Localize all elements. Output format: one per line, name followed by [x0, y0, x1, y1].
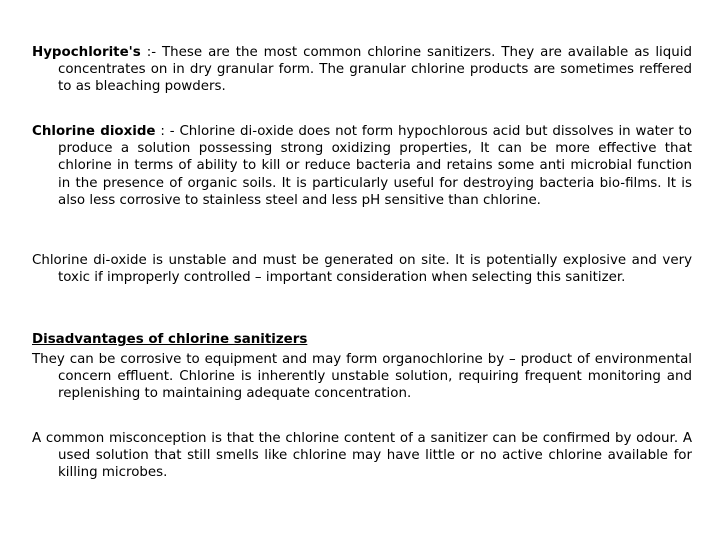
paragraph-hypochlorite-text: :- These are the most common chlorine sanitizers. They are available as liquid concentrates on in dry granular form. The granular chlorine products are sometimes reffered to as bleaching powders. — [58, 45, 692, 95]
paragraph-hypochlorite — [32, 44, 692, 96]
paragraph-disadvantages — [32, 351, 692, 403]
paragraph-dioxide-unstable — [32, 252, 692, 286]
term-hypochlorite: Hypochlorite's — [32, 45, 141, 60]
paragraph-misconception — [32, 430, 692, 482]
paragraph-chlorine-dioxide — [32, 123, 692, 209]
paragraph-misconception-text: A common misconception is that the chlorine content of a sanitizer can be confirmed by odour. A used solution that still smells like chlorine may have little or no active chlorine available for killing microbes. — [32, 431, 692, 481]
paragraph-dioxide-unstable-text: Chlorine di-oxide is unstable and must be generated on site. It is potentially explosive and very toxic if improperly controlled – important consideration when selecting this sanitizer. — [32, 253, 692, 286]
paragraph-disadvantages-text: They can be corrosive to equipment and may form organochlorine by – product of environmental concern effluent. Chlorine is inherently unstable solution, requiring frequent monitoring and replenishing to maintaining adequate concentration. — [32, 352, 692, 402]
paragraph-chlorine-dioxide-text: : - Chlorine di-oxide does not form hypochlorous acid but dissolves in water to produce a solution possessing strong oxidizing properties, It can be more effective that chlorine in terms of ability to kill or reduce bacteria and retains some anti microbial function in the presence of organic soils. It is particularly useful for destroying bacteria bio-films. It is also less corrosive to stainless steel and less pH sensitive than chlorine. — [58, 124, 692, 208]
term-chlorine-dioxide: Chlorine dioxide — [32, 124, 156, 139]
heading-disadvantages: Disadvantages of chlorine sanitizers — [32, 332, 308, 347]
